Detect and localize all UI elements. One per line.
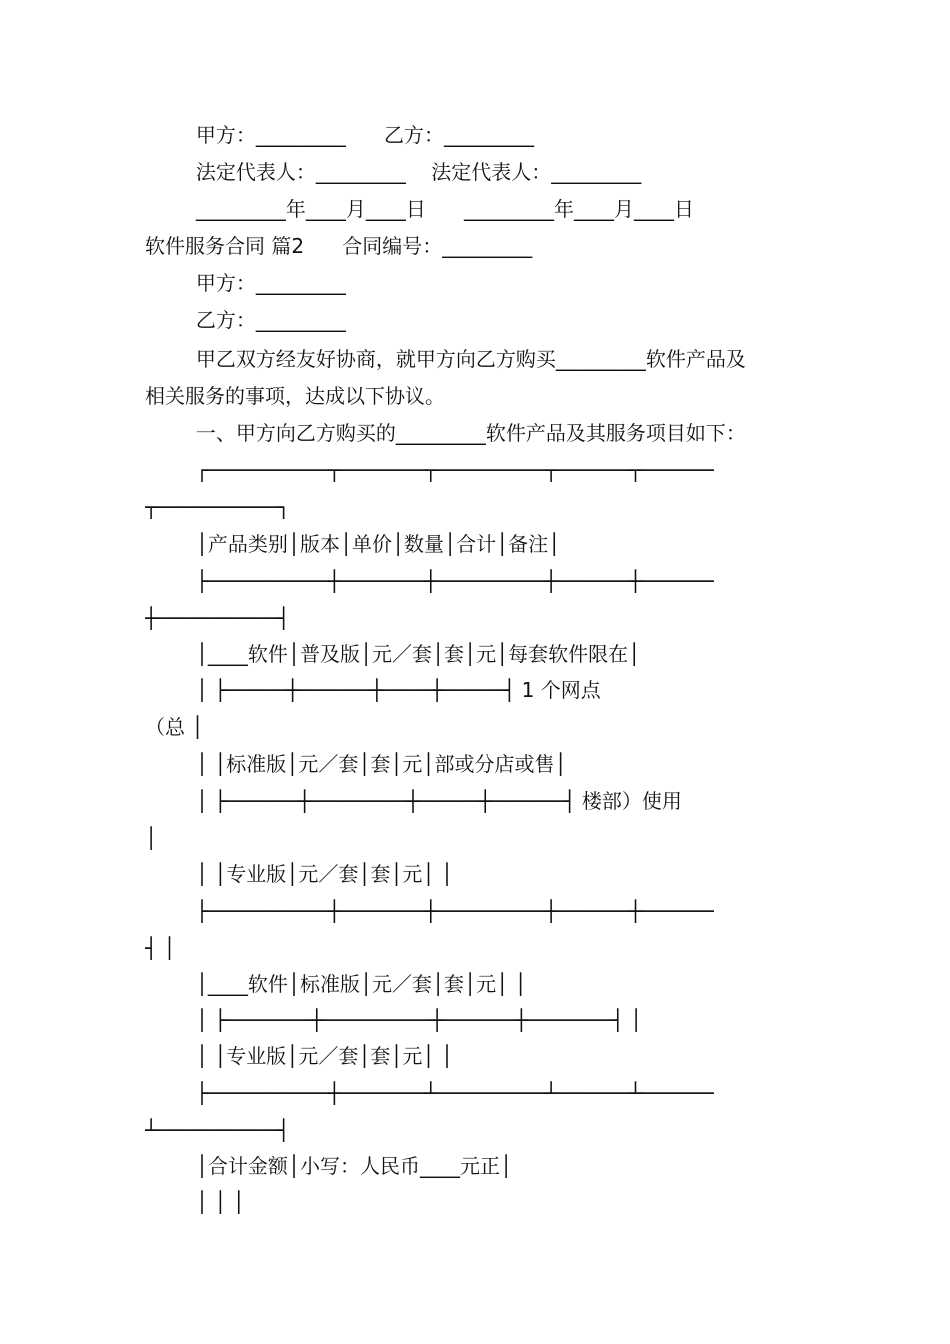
party-b-line: 乙方：_________ — [145, 308, 346, 332]
table-row: │ │标准版│元／套│套│元│部或分店或售│ — [145, 752, 567, 776]
intro-paragraph-line: 相关服务的事项，达成以下协议。 — [145, 384, 445, 408]
table-border-line: │ ├───────┼─────────┼──────┼───────┤ │ — [145, 1008, 643, 1032]
table-row: （总 │ — [145, 715, 204, 739]
table-border-line: ┴──────────┤ — [145, 1118, 290, 1142]
table-border-line: ┼──────────┤ — [145, 606, 290, 630]
table-border-line: │ ├─────┼──────┼────┼─────┤ 1 个网点 — [145, 678, 601, 702]
table-row: │____软件│普及版│元／套│套│元│每套软件限在│ — [145, 642, 641, 666]
date-line: _________年____月____日 _________年____月____日 — [145, 197, 695, 221]
table-border-line: ┬──────────┐ — [145, 495, 290, 519]
table-border-line: │ ├──────┼────────┼─────┼──────┤ 楼部）使用 — [145, 789, 682, 813]
section-title-line: 软件服务合同 篇2 合同编号：_________ — [145, 234, 533, 258]
clause-one-line: 一、甲方向乙方购买的_________软件产品及其服务项目如下： — [145, 421, 746, 445]
table-border-line: ┌──────────┬───────┬─────────┬──────┬────── — [145, 458, 714, 482]
table-row: │ │专业版│元／套│套│元│ │ — [145, 1044, 453, 1068]
table-border-line: ┤ │ — [145, 936, 176, 960]
table-border-line: ├──────────┼───────┼─────────┼──────┼────── — [145, 569, 714, 593]
table-header-row: │产品类别│版本│单价│数量│合计│备注│ — [145, 532, 561, 556]
party-signature-line: 甲方：_________ 乙方：_________ — [145, 123, 535, 147]
party-a-line: 甲方：_________ — [145, 271, 346, 295]
intro-paragraph-line: 甲乙双方经友好协商，就甲方向乙方购买_________软件产品及 — [145, 347, 746, 371]
table-row: │ — [145, 826, 158, 850]
table-row: │ │专业版│元／套│套│元│ │ — [145, 862, 453, 886]
table-border-line: ├──────────┼───────┼─────────┼──────┼────── — [145, 899, 714, 923]
table-border-line: ├──────────┼───────┴─────────┴──────┴────── — [145, 1081, 714, 1105]
table-row: │____软件│标准版│元／套│套│元│ │ — [145, 972, 527, 996]
table-total-row: │合计金额│小写：人民币____元正│ — [145, 1154, 512, 1178]
legal-representative-line: 法定代表人：_________ 法定代表人：_________ — [145, 160, 642, 184]
table-row: │ │ │ — [145, 1190, 245, 1214]
